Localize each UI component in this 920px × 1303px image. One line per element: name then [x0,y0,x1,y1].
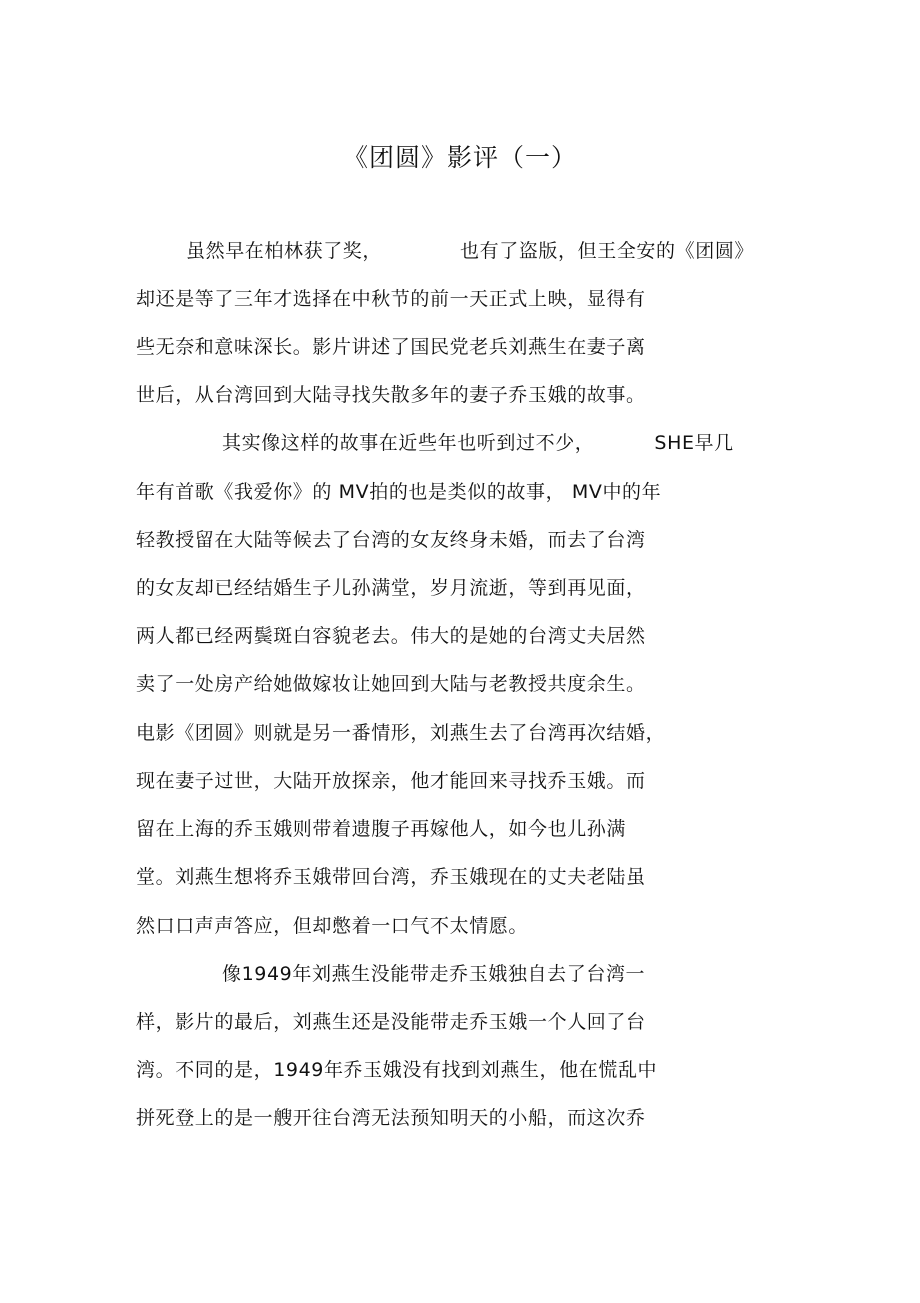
text-line: 电影《团圆》则就是另一番情形，刘燕生去了台湾再次结婚， [136,722,666,744]
document-title: 《团圆》影评（一） [342,143,577,172]
text-line: 两人都已经两鬓斑白容貌老去。伟大的是她的台湾丈夫居然 [136,625,646,647]
text-line: 拼死登上的是一艘开往台湾无法预知明天的小船，而这次乔 [136,1107,646,1129]
text-line: 的女友却已经结婚生子儿孙满堂，岁月流逝，等到再见面， [136,577,646,599]
text-line: 年有首歌《我爱你》的 MV拍的也是类似的故事， MV中的年 [136,481,662,503]
text-line: 湾。不同的是，1949年乔玉娥没有找到刘燕生，他在慌乱中 [136,1059,658,1081]
text-segment: 也有了盗版，但王全安的《团圆》 [460,240,755,262]
text-segment: SHE早几 [654,432,734,454]
text-segment: 其实像这样的故事在近些年也听到过不少， [222,432,595,454]
text-line [222,430,734,456]
text-line: 世后，从台湾回到大陆寻找失散多年的妻子乔玉娥的故事。 [136,384,646,406]
text-line: 堂。刘燕生想将乔玉娥带回台湾，乔玉娥现在的丈夫老陆虽 [136,866,646,888]
text-line [186,238,754,264]
text-line: 现在妻子过世，大陆开放探亲，他才能回来寻找乔玉娥。而 [136,770,646,792]
text-line: 轻教授留在大陆等候去了台湾的女友终身未婚，而去了台湾 [136,529,646,551]
text-line: 样，影片的最后，刘燕生还是没能带走乔玉娥一个人回了台 [136,1011,646,1033]
text-line: 些无奈和意味深长。影片讲述了国民党老兵刘燕生在妻子离 [136,336,646,358]
text-line: 留在上海的乔玉娥则带着遗腹子再嫁他人，如今也儿孙满 [136,818,627,840]
text-line: 像1949年刘燕生没能带走乔玉娥独自去了台湾一 [222,963,646,985]
text-line: 卖了一处房产给她做嫁妆让她回到大陆与老教授共度余生。 [136,673,646,695]
text-segment: 虽然早在柏林获了奖， [186,240,383,262]
text-line: 却还是等了三年才选择在中秋节的前一天正式上映，显得有 [136,288,646,310]
text-line: 然口口声声答应，但却憋着一口气不太情愿。 [136,915,529,937]
